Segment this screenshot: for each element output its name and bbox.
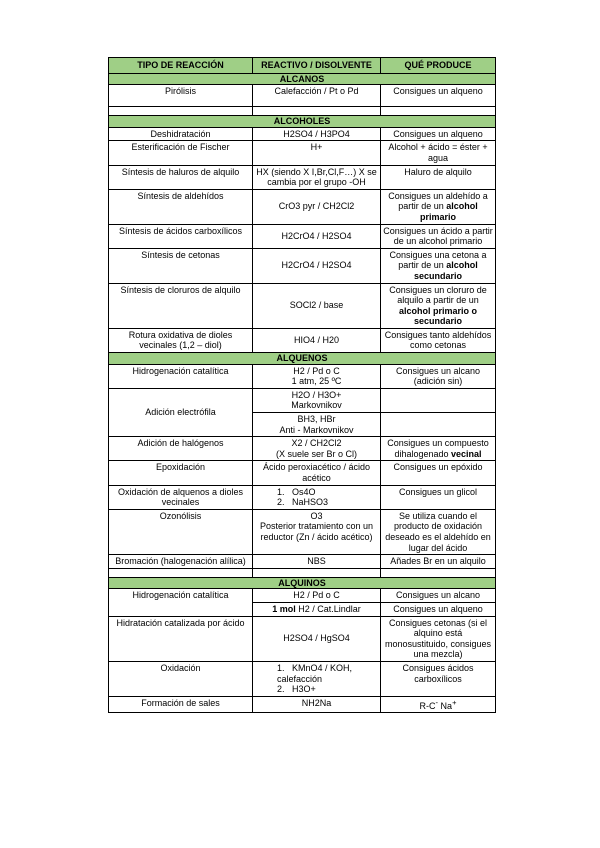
table-row	[109, 141, 496, 165]
section-alquinos	[109, 577, 496, 589]
reaction-type: Síntesis de aldehídos	[109, 189, 253, 224]
product-cation: Na	[440, 700, 453, 711]
product: Consigues ácidos carboxílicos	[381, 661, 496, 696]
product	[381, 283, 496, 328]
reaction-type: Ozonólisis	[109, 509, 253, 554]
reagent-line: H2O / H3O+	[291, 389, 342, 400]
table-row	[109, 555, 496, 569]
product: Consigues un alqueno	[381, 602, 496, 616]
reagent	[253, 364, 381, 388]
reagent: SOCl2 / base	[253, 283, 381, 328]
reagent-step-1	[255, 663, 378, 684]
reaction-type: Adición electrófila	[109, 388, 253, 436]
header-reactivo: REACTIVO / DISOLVENTE	[253, 58, 381, 74]
table-row	[109, 224, 496, 248]
table-row	[109, 388, 496, 412]
reagent-text: H2 / Cat.Lindlar	[298, 603, 361, 614]
reaction-type: Adición de halógenos	[109, 437, 253, 461]
charge-minus: -	[435, 697, 439, 707]
section-alcanos	[109, 73, 496, 85]
reaction-type: Formación de sales	[109, 696, 253, 713]
product-empty	[381, 413, 496, 437]
section-title: ALCOHOLES	[109, 116, 496, 128]
reagent-line: O3	[310, 510, 323, 521]
reagent	[253, 413, 381, 437]
spacer-row	[109, 568, 496, 577]
reagent: Calefacción / Pt o Pd	[253, 85, 381, 107]
reagent: H2 / Pd o C	[253, 589, 381, 603]
product: Consigues un alqueno	[381, 127, 496, 141]
reaction-type: Bromación (halogenación alílica)	[109, 555, 253, 569]
reaction-type: Oxidación	[109, 661, 253, 696]
section-title: ALQUENOS	[109, 353, 496, 365]
section-alquenos	[109, 353, 496, 365]
reaction-type: Epoxidación	[109, 461, 253, 485]
reagent: H+	[253, 141, 381, 165]
product-text: Consigues un aldehído a partir de un	[388, 190, 488, 212]
section-title: ALQUINOS	[109, 577, 496, 589]
table-row	[109, 461, 496, 485]
reagent: H2SO4 / H3PO4	[253, 127, 381, 141]
reaction-type: Esterificación de Fischer	[109, 141, 253, 165]
reagent: CrO3 pyr / CH2Cl2	[253, 189, 381, 224]
table-row	[109, 85, 496, 107]
product	[381, 189, 496, 224]
reagent: NBS	[253, 555, 381, 569]
table-row	[109, 364, 496, 388]
table-row	[109, 127, 496, 141]
reagent: Ácido peroxiacético / ácido acético	[253, 461, 381, 485]
reaction-type: Oxidación de alquenos a dioles vecinales	[109, 485, 253, 509]
section-title: ALCANOS	[109, 73, 496, 85]
product-emphasis: vecinal	[451, 448, 482, 459]
reaction-type: Deshidratación	[109, 127, 253, 141]
section-alcoholes	[109, 116, 496, 128]
reagent	[253, 485, 381, 509]
product	[381, 437, 496, 461]
reagent	[253, 602, 381, 616]
reaction-type: Síntesis de haluros de alquilo	[109, 165, 253, 189]
reagent-rule: Markovnikov	[291, 400, 342, 411]
reagent-line: BH3, HBr	[297, 414, 336, 425]
spacer-row	[109, 107, 496, 116]
product-emphasis: alcohol primario o secundario	[398, 305, 477, 327]
reagent: H2CrO4 / H2SO4	[253, 224, 381, 248]
reaction-type: Síntesis de cloruros de alquilo	[109, 283, 253, 328]
product-text: Consigues un compuesto dihalogenado	[387, 438, 489, 459]
product: Haluro de alquilo	[381, 165, 496, 189]
product: Consigues un alqueno	[381, 85, 496, 107]
reagent-step-2	[255, 684, 378, 695]
product-anion: R-C	[419, 700, 436, 711]
step-text: KMnO4 / KOH, calefacción	[277, 662, 353, 684]
product-empty	[381, 388, 496, 412]
reagent	[253, 388, 381, 412]
product: Consigues un glicol	[381, 485, 496, 509]
table-row	[109, 248, 496, 283]
reagent-note: Posterior tratamiento con un reductor (Zn / ácido acético)	[259, 521, 374, 542]
table-row	[109, 485, 496, 509]
product-text: Consigues una cetona a partir de un	[389, 249, 487, 271]
reagent-step-1	[255, 487, 378, 498]
reagent-step-2	[255, 497, 378, 508]
reaction-type: Síntesis de cetonas	[109, 248, 253, 283]
step-text: NaHSO3	[292, 497, 329, 508]
product: Consigues un ácido a partir de un alcohol primario	[381, 224, 496, 248]
step-number: 1.	[277, 486, 285, 497]
step-number: 1.	[277, 662, 285, 673]
header-row	[109, 58, 496, 74]
table-row	[109, 328, 496, 352]
step-text: H3O+	[292, 684, 316, 695]
reaction-type: Hidrogenación catalítica	[109, 589, 253, 616]
reagent: H2CrO4 / H2SO4	[253, 248, 381, 283]
table-row	[109, 616, 496, 661]
reagent-note: (X suele ser Br o Cl)	[275, 448, 358, 459]
reagent-line: X2 / CH2Cl2	[291, 438, 342, 449]
reagent-conditions: 1 atm, 25 ºC	[291, 376, 342, 387]
reagent-rule: Anti - Markovnikov	[279, 424, 354, 435]
product-text: Consigues un cloruro de alquilo a partir de un	[389, 284, 487, 306]
reagent	[253, 509, 381, 554]
table-row	[109, 589, 496, 603]
reagent: NH2Na	[253, 696, 381, 713]
charge-plus: +	[452, 697, 457, 707]
product: Consigues tanto aldehídos como cetonas	[381, 328, 496, 352]
reaction-type: Hidratación catalizada por ácido	[109, 616, 253, 661]
product-emphasis: alcohol primario	[419, 201, 478, 222]
reagent: H2SO4 / HgSO4	[253, 616, 381, 661]
table-row	[109, 437, 496, 461]
table-row	[109, 283, 496, 328]
header-produce: QUÉ PRODUCE	[381, 58, 496, 74]
table-row	[109, 661, 496, 696]
reagent	[253, 437, 381, 461]
reagent: HX (siendo X I,Br,Cl,F…) X se cambia por el grupo -OH	[253, 165, 381, 189]
table-row	[109, 165, 496, 189]
table-row	[109, 696, 496, 713]
table-row	[109, 189, 496, 224]
step-text: Os4O	[292, 486, 316, 497]
product: Alcohol + ácido = éster + agua	[381, 141, 496, 165]
reaction-type: Rotura oxidativa de dioles vecinales (1,2 – diol)	[109, 328, 253, 352]
table-row	[109, 509, 496, 554]
product: Consigues un epóxido	[381, 461, 496, 485]
reaction-table	[108, 57, 496, 713]
reagent: HIO4 / H20	[253, 328, 381, 352]
reagent	[253, 661, 381, 696]
header-tipo: TIPO DE REACCIÓN	[109, 58, 253, 74]
step-number: 2.	[277, 684, 285, 695]
reaction-type: Síntesis de ácidos carboxílicos	[109, 224, 253, 248]
step-number: 2.	[277, 497, 285, 508]
product	[381, 696, 496, 713]
product: Consigues un alcano (adición sin)	[381, 364, 496, 388]
reaction-type: Hidrogenación catalítica	[109, 364, 253, 388]
reagent-line: H2 / Pd o C	[293, 365, 340, 376]
product	[381, 248, 496, 283]
reaction-type: Pirólisis	[109, 85, 253, 107]
product: Se utiliza cuando el producto de oxidación deseado es el aldehído en lugar del ácido	[381, 509, 496, 554]
product-emphasis: alcohol secundario	[413, 260, 478, 281]
product: Consigues un alcano	[381, 589, 496, 603]
product: Añades Br en un alquilo	[381, 555, 496, 569]
reagent-amount: 1 mol	[272, 603, 296, 614]
product: Consigues cetonas (si el alquino está monosustituido, consigues una mezcla)	[381, 616, 496, 661]
